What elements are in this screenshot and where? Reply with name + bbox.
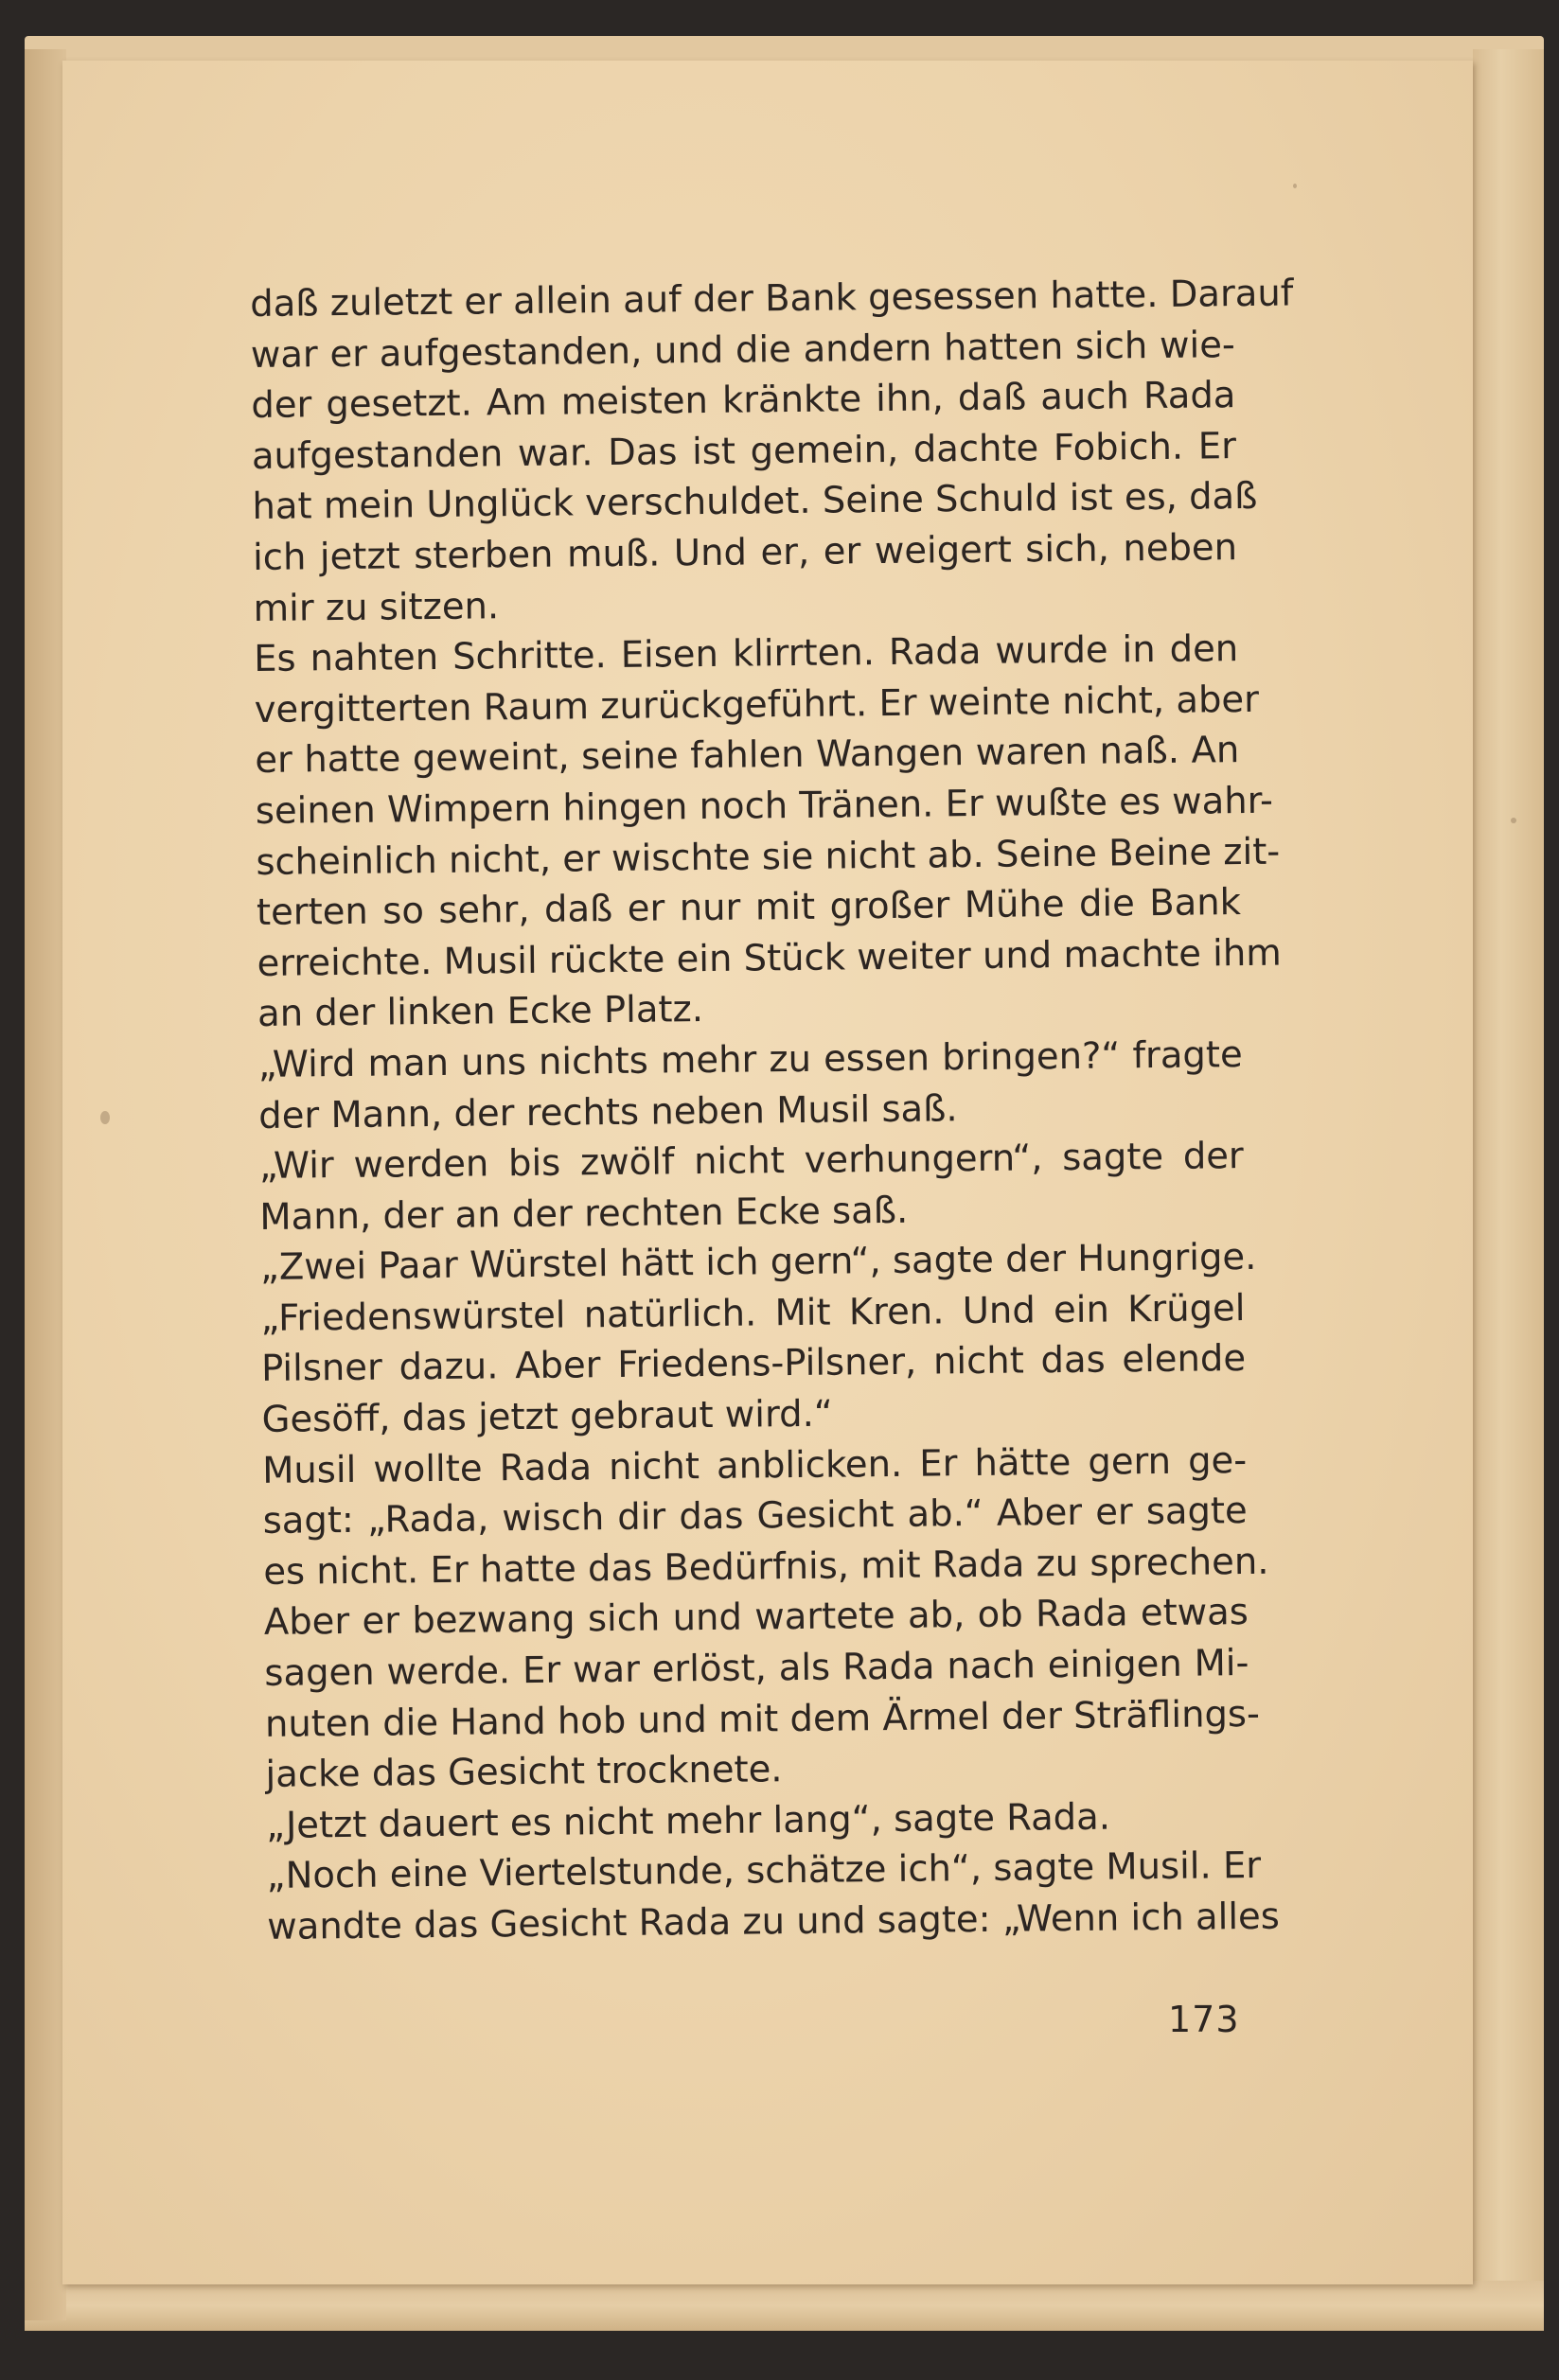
- text-line: terten so sehr, daß er nur mit großer Mühe die Bank: [256, 881, 1242, 935]
- text-line: der Mann, der rechts neben Musil saß.: [258, 1086, 958, 1137]
- text-line: sagt: „Rada, wisch dir das Gesicht ab.“ Aber er sagte: [262, 1490, 1248, 1543]
- text-line: „Friedenswürstel natürlich. Mit Kren. Und ein Krügel: [260, 1286, 1246, 1340]
- text-line: „Zwei Paar Würstel hätt ich gern“, sagte der Hungrige.: [259, 1236, 1257, 1290]
- text-line: Gesöff, das jetzt gebraut wird.“: [261, 1392, 833, 1441]
- text-line: Aber er bezwang sich und wartete ab, ob Rada etwas: [263, 1591, 1249, 1645]
- text-line: „Noch eine Viertelstunde, schätze ich“, sagte Musil. Er: [266, 1844, 1262, 1898]
- body-text: [250, 269, 1294, 1952]
- cover-right-edge: [1473, 49, 1544, 2325]
- text-line: „Wir werden bis zwölf nicht verhungern“, sagte der: [258, 1135, 1244, 1189]
- text-line: an der linken Ecke Platz.: [257, 988, 704, 1036]
- text-line: nuten die Hand hob und mit dem Ärmel der Sträflings-: [264, 1692, 1261, 1746]
- text-line: mir zu sitzen.: [253, 584, 500, 630]
- text-line: er hatte geweint, seine fahlen Wangen waren naß. An: [255, 729, 1240, 783]
- text-line: aufgestanden war. Das ist gemein, dachte Fobich. Er: [251, 424, 1237, 478]
- text-line: „Wird man uns nichts mehr zu essen bringen?“ fragte: [257, 1032, 1243, 1086]
- text-line: daß zuletzt er allein auf der Bank gesessen hatte. Darauf: [250, 272, 1294, 326]
- paper-speck: [1293, 184, 1297, 188]
- text-line: Mann, der an der rechten Ecke saß.: [259, 1189, 909, 1239]
- text-line: Pilsner dazu. Aber Friedens-Pilsner, nicht das elende: [260, 1337, 1247, 1391]
- text-line: es nicht. Er hatte das Bedürfnis, mit Rada zu sprechen.: [263, 1540, 1269, 1594]
- text-line: jacke das Gesicht trocknete.: [265, 1748, 783, 1797]
- text-line: Musil wollte Rada nicht anblicken. Er hätte gern ge-: [261, 1438, 1248, 1492]
- paper-speck: [100, 1111, 110, 1124]
- text-line: ich jetzt sterben muß. Und er, er weigert sich, neben: [252, 526, 1238, 579]
- text-line: Es nahten Schritte. Eisen klirrten. Rada wurde in den: [253, 627, 1239, 681]
- text-line: war er aufgestanden, und die andern hatten sich wie-: [250, 323, 1236, 377]
- text-line: seinen Wimpern hingen noch Tränen. Er wußte es wahr-: [255, 779, 1274, 833]
- page-number: 173: [1168, 1999, 1240, 2040]
- text-line: hat mein Unglück verschuldet. Seine Schuld ist es, daß: [252, 475, 1258, 529]
- page-gutter-shadow: [25, 49, 66, 2320]
- text-line: der gesetzt. Am meisten kränkte ihn, daß auch Rada: [251, 374, 1236, 428]
- cover-bottom-edge: [25, 2281, 1544, 2331]
- text-line: wandte das Gesicht Rada zu und sagte: „Wenn ich alles: [267, 1895, 1280, 1948]
- text-line: scheinlich nicht, er wischte sie nicht ab. Seine Beine zit-: [256, 830, 1281, 884]
- paper-speck: [1511, 818, 1516, 823]
- text-line: sagen werde. Er war erlöst, als Rada nach einigen Mi-: [264, 1642, 1249, 1695]
- text-line: vergitterten Raum zurückgeführt. Er weinte nicht, aber: [254, 678, 1260, 732]
- text-line: „Jetzt dauert es nicht mehr lang“, sagte Rada.: [265, 1795, 1111, 1847]
- text-line: erreichte. Musil rückte ein Stück weiter und machte ihm: [257, 931, 1282, 985]
